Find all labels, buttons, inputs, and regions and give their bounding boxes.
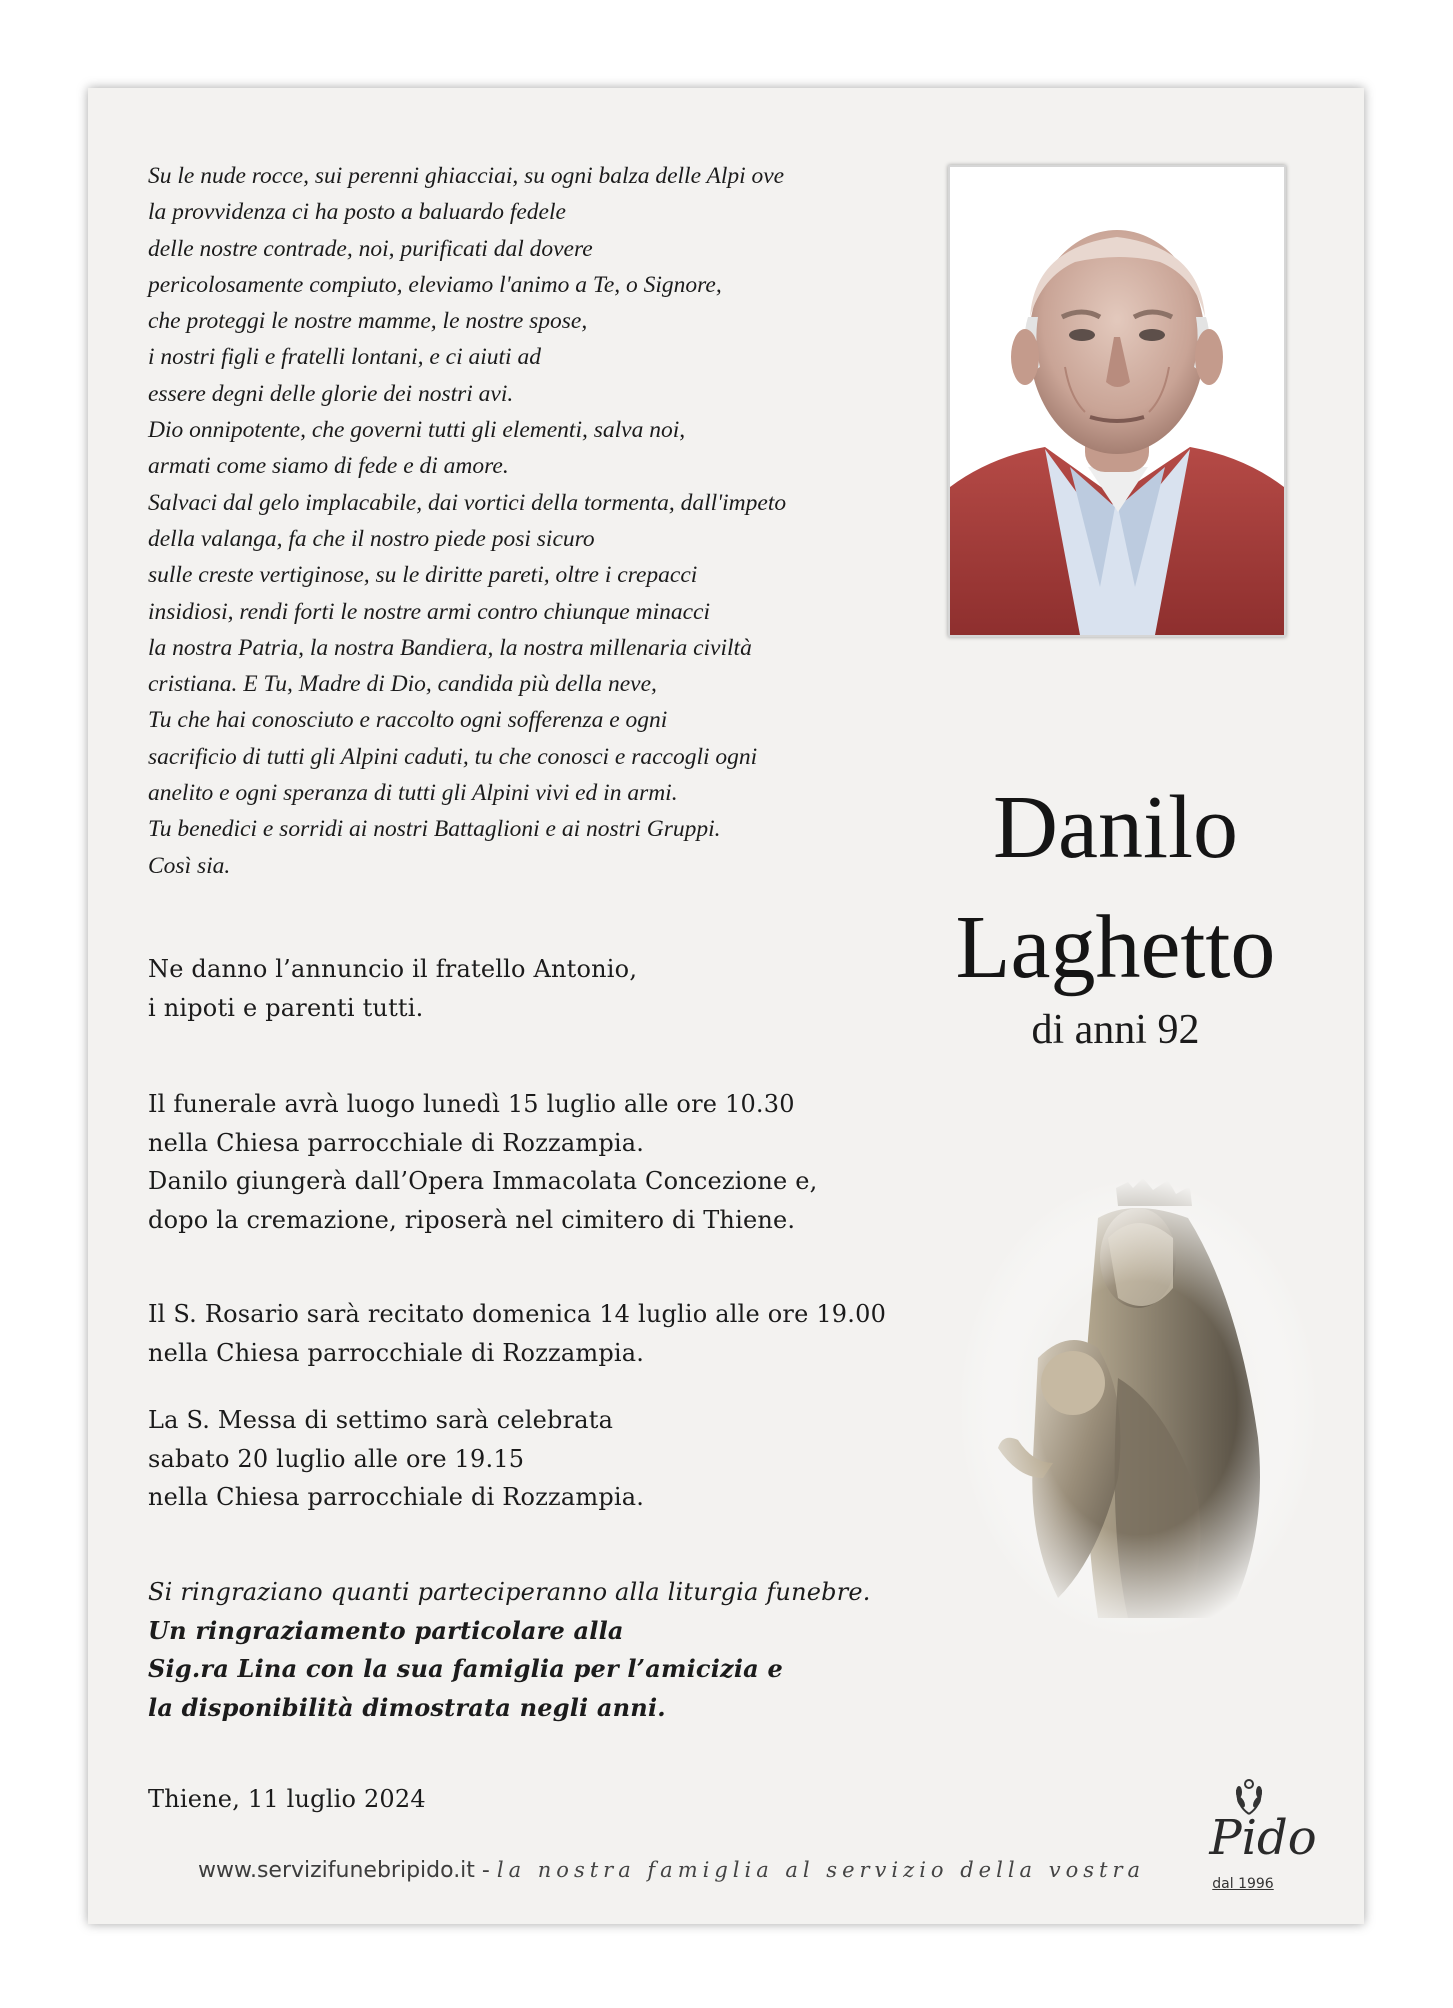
prayer-line: Tu benedici e sorridi ai nostri Battaglioni e ai nostri Gruppi. — [148, 816, 721, 843]
funeral-line: nella Chiesa parrocchiale di Rozzampia. — [148, 1128, 645, 1157]
prayer-line: insidiosi, rendi forti le nostre armi contro chiunque minacci — [148, 598, 710, 625]
funeral-line: dopo la cremazione, riposerà nel cimitero di Thiene. — [148, 1205, 796, 1234]
deceased-last-name: Laghetto — [955, 898, 1276, 997]
website-link[interactable]: www.servizifunebripido.it — [198, 1858, 475, 1883]
logo-since: dal 1996 — [1212, 1876, 1274, 1892]
prayer-line: sacrificio di tutti gli Alpini caduti, tu che conosci e raccogli ogni — [148, 743, 758, 770]
deceased-age: di anni 92 — [1031, 1007, 1200, 1053]
funeral-block — [148, 1085, 817, 1239]
thanks-bold-line: la disponibilità dimostrata negli anni. — [148, 1692, 666, 1722]
prayer-line: Così sia. — [148, 852, 231, 879]
mass-block — [148, 1401, 644, 1517]
madonna-statue-image — [958, 1178, 1318, 1638]
place-date: Thiene, 11 luglio 2024 — [148, 1785, 426, 1813]
footer-tagline: la nostra famiglia al servizio della vostra — [496, 1858, 1146, 1882]
thanks-bold-line: Sig.ra Lina con la sua famiglia per l’amicizia e — [148, 1654, 783, 1683]
rosary-line: nella Chiesa parrocchiale di Rozzampia. — [148, 1338, 645, 1367]
thanks-bold-line: Un ringraziamento particolare alla — [148, 1615, 624, 1645]
prayer-line: sulle creste vertiginose, su le diritte pareti, oltre i crepacci — [148, 562, 698, 589]
mass-line: nella Chiesa parrocchiale di Rozzampia. — [148, 1483, 645, 1511]
prayer-line: armati come siamo di fede e di amore. — [148, 453, 509, 480]
prayer-line: Su le nude rocce, sui perenni ghiacciai, su ogni balza delle Alpi ove — [148, 163, 785, 189]
obituary-card — [88, 88, 1364, 1924]
funeral-line: Il funerale avrà luogo lunedì 15 luglio alle ore 10.30 — [148, 1090, 795, 1118]
footer-website — [198, 1858, 1145, 1883]
announcement-block — [148, 950, 637, 1027]
rosary-line: Il S. Rosario sarà recitato domenica 14 luglio alle ore 19.00 — [148, 1300, 887, 1328]
madonna-illustration — [958, 1178, 1318, 1638]
prayer-line: Tu che hai conosciuto e raccolto ogni sofferenza e ogni — [148, 707, 668, 734]
prayer-line: i nostri figli e fratelli lontani, e ci aiuti ad — [148, 344, 541, 371]
alpini-prayer — [148, 158, 928, 884]
prayer-line: cristiana. E Tu, Madre di Dio, candida più della neve, — [148, 671, 657, 698]
prayer-line: pericolosamente compiuto, eleviamo l'animo a Te, o Signore, — [148, 271, 722, 298]
thanks-block — [148, 1573, 871, 1727]
prayer-line: che proteggi le nostre mamme, le nostre spose, — [148, 308, 588, 335]
prayer-line: anelito e ogni speranza di tutti gli Alpini vivi ed in armi. — [148, 780, 678, 807]
rosary-block — [148, 1295, 886, 1372]
prayer-line: essere degni delle glorie dei nostri avi. — [148, 380, 514, 407]
mass-line: sabato 20 luglio alle ore 19.15 — [148, 1444, 525, 1473]
prayer-line: Dio onnipotente, che governi tutti gli elementi, salva noi, — [148, 417, 686, 444]
portrait-photo — [948, 165, 1286, 637]
funeral-line: Danilo giungerà dall’Opera Immacolata Concezione e, — [148, 1167, 818, 1195]
announcement-line: Ne danno l’annuncio il fratello Antonio, — [148, 955, 638, 983]
prayer-line: delle nostre contrade, noi, purificati dal dovere — [148, 235, 593, 262]
deceased-first-name: Danilo — [993, 778, 1238, 877]
footer-separator: - — [474, 1858, 497, 1883]
funeral-home-logo: Pido — [1209, 1810, 1317, 1866]
announcement-line: i nipoti e parenti tutti. — [148, 993, 424, 1022]
prayer-line: la nostra Patria, la nostra Bandiera, la nostra millenaria civiltà — [148, 634, 752, 661]
portrait-illustration — [950, 167, 1284, 635]
prayer-line: la provvidenza ci ha posto a baluardo fedele — [148, 199, 566, 226]
thanks-line: Si ringraziano quanti parteciperanno alla liturgia funebre. — [148, 1578, 871, 1606]
prayer-line: Salvaci dal gelo implacabile, dai vortici della tormenta, dall'impeto — [148, 489, 787, 516]
mass-line: La S. Messa di settimo sarà celebrata — [148, 1406, 614, 1434]
prayer-line: della valanga, fa che il nostro piede posi sicuro — [148, 525, 595, 552]
